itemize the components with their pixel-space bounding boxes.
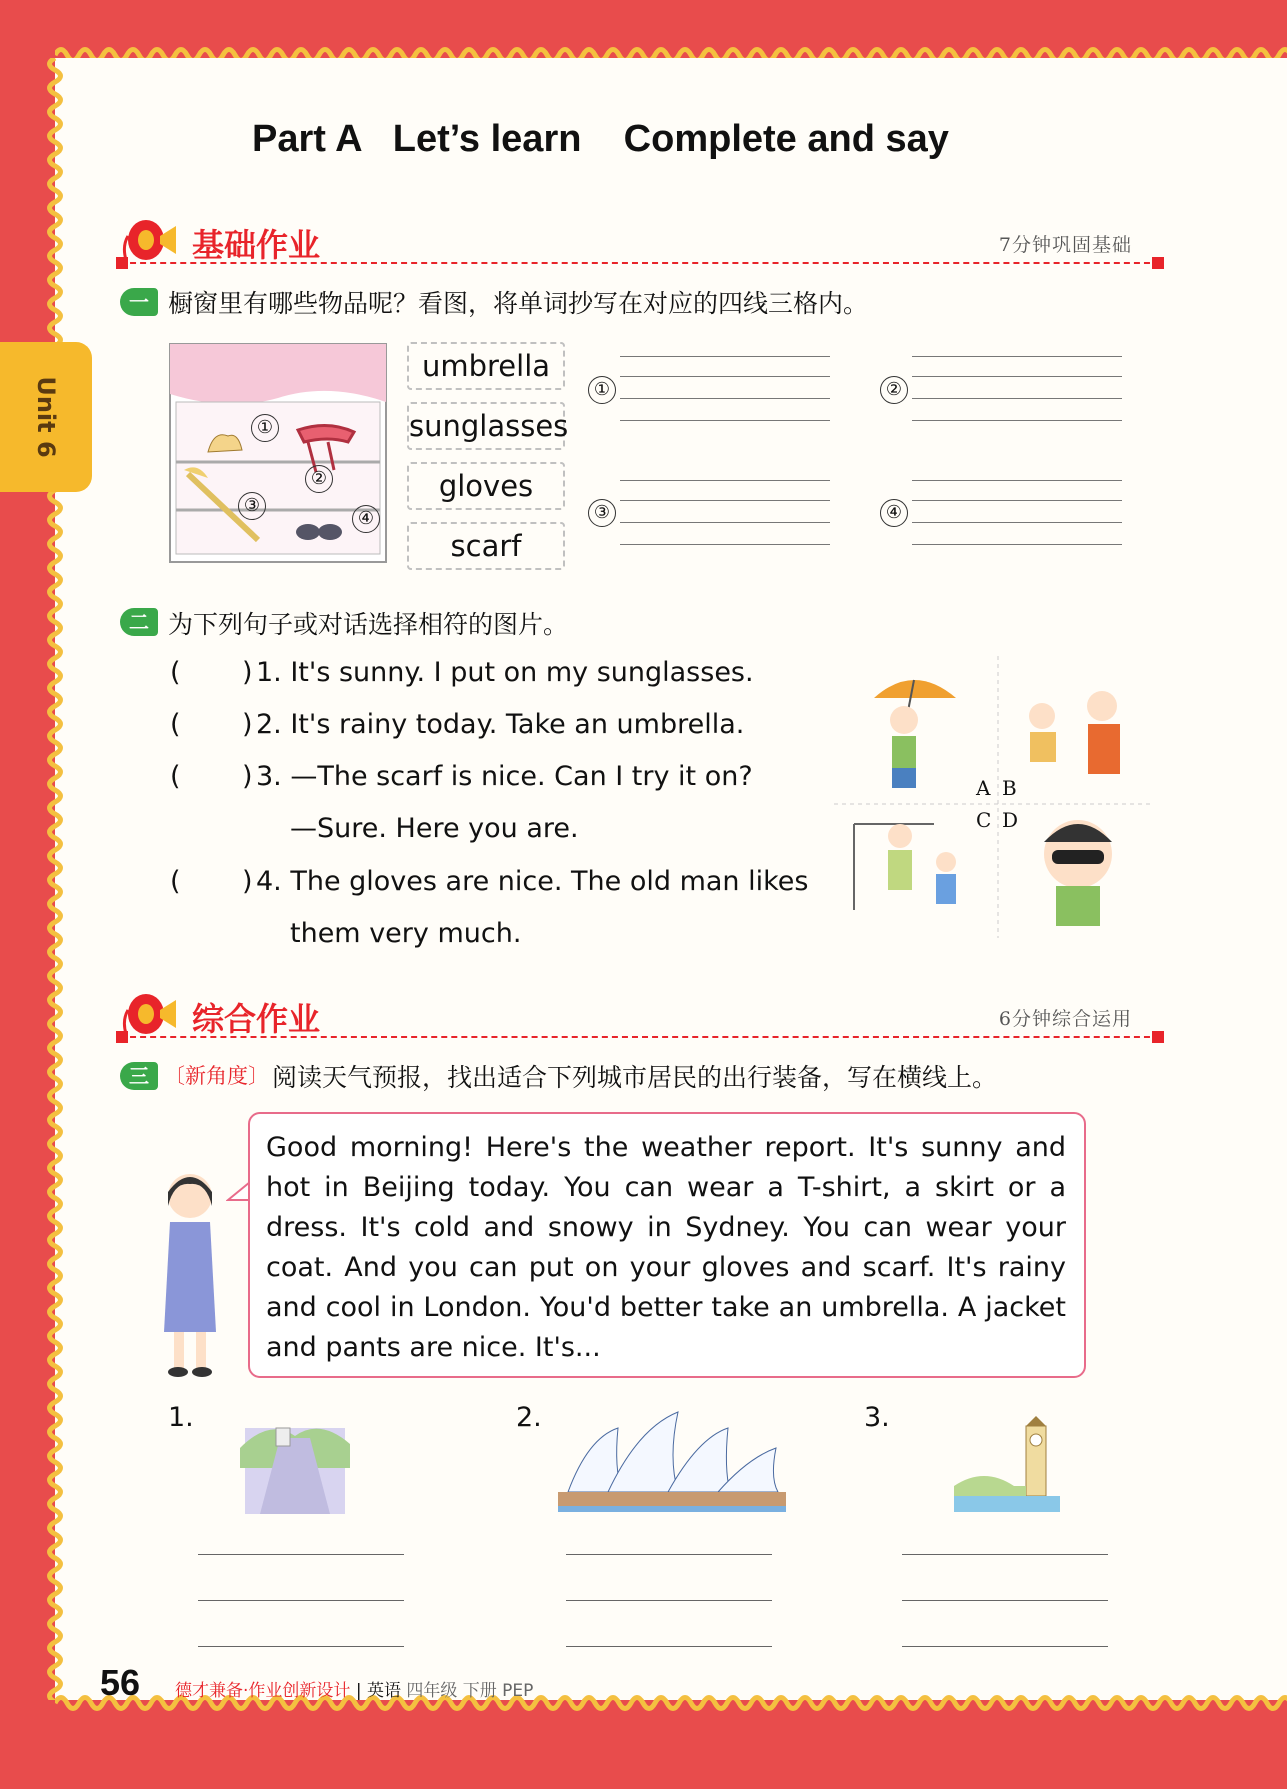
picture-label-c: C: [976, 808, 992, 832]
marker-2: ②: [305, 465, 333, 493]
divider-dot: [116, 257, 128, 269]
section-basic-note: 7分钟巩固基础: [998, 234, 1132, 256]
word-box-umbrella: umbrella: [407, 342, 565, 390]
city-label-2: 2.: [516, 1402, 542, 1433]
answer-paren-open: (: [170, 657, 181, 688]
four-line-writing-3[interactable]: [620, 480, 830, 546]
question-2-instruction: 为下列句子或对话选择相符的图片。: [168, 610, 569, 639]
footer-info: [175, 1676, 533, 1701]
footer-series: 德才兼备·作业创新设计: [175, 1681, 351, 1701]
answer-marker-4: ④: [880, 499, 908, 527]
section-comprehensive-label: 综合作业: [192, 1000, 321, 1038]
answer-line-sydney-2[interactable]: [566, 1600, 772, 1601]
word-box-gloves: gloves: [407, 462, 565, 510]
footer-grade: 四年级 下册 PEP: [406, 1681, 534, 1701]
beijing-great-wall-image: [240, 1408, 350, 1514]
section-comprehensive-note: 6分钟综合运用: [998, 1008, 1132, 1030]
marker-4: ④: [352, 505, 380, 533]
weather-report-text: Good morning! Here's the weather report. It's sunny and hot in Beijing today. You can wear a T-shirt, a skirt or a dress. It's cold and snowy in Sydney. You can wear your coat. And you can put on your gloves and scarf. It's rainy and cool in London. You'd better take an umbrella. A jacket and pants are nice. It's...: [266, 1132, 1066, 1363]
answer-marker-1: ①: [588, 376, 616, 404]
answer-paren-close: ): [242, 709, 253, 740]
four-line-writing-4[interactable]: [912, 480, 1122, 546]
footer-subject: 英语: [366, 1681, 401, 1701]
question-number-2: 二: [120, 608, 158, 636]
section-basic-label: 基础作业: [192, 226, 321, 264]
answer-line-beijing-2[interactable]: [198, 1600, 404, 1601]
unit-tab: [0, 342, 92, 492]
answer-line-london-1[interactable]: [902, 1554, 1108, 1555]
section-comprehensive-header: [120, 986, 1160, 1046]
divider-dot: [1152, 257, 1164, 269]
sentence-4: 4. The gloves are nice. The old man likes: [256, 866, 809, 897]
city-label-3: 3.: [864, 1402, 890, 1433]
question-1-instruction: 橱窗里有哪些物品呢？看图，将单词抄写在对应的四线三格内。: [168, 289, 869, 318]
answer-paren-close: ): [242, 657, 253, 688]
answer-line-beijing-3[interactable]: [198, 1646, 404, 1647]
weather-report-bubble: [248, 1112, 1086, 1378]
sentence-4-cont: them very much.: [290, 918, 522, 949]
question-number-3: 三: [120, 1062, 158, 1090]
section-divider: [120, 1036, 1160, 1038]
answer-line-sydney-3[interactable]: [566, 1646, 772, 1647]
section-divider: [120, 262, 1160, 264]
unit-tab-label: Unit 6: [32, 376, 60, 458]
answer-paren-close: ): [242, 866, 253, 897]
word-box-sunglasses: sunglasses: [407, 402, 565, 450]
answer-marker-3: ③: [588, 499, 616, 527]
picture-label-a: A: [976, 776, 991, 800]
sentence-3: 3. —The scarf is nice. Can I try it on?: [256, 761, 753, 792]
sentence-2: 2. It's rainy today. Take an umbrella.: [256, 709, 745, 740]
four-line-writing-1[interactable]: [620, 356, 830, 422]
section-basic-header: [120, 212, 1160, 272]
answer-line-beijing-1[interactable]: [198, 1554, 404, 1555]
answer-paren-open: (: [170, 866, 181, 897]
city-label-1: 1.: [168, 1402, 194, 1433]
marker-3: ③: [238, 492, 266, 520]
london-big-ben-image: [954, 1416, 1060, 1512]
page-number: 56: [100, 1662, 141, 1703]
answer-marker-2: ②: [880, 376, 908, 404]
page-title: Part A Let’s learn Complete and say: [252, 118, 949, 160]
footer-divider: |: [355, 1681, 362, 1701]
trumpet-mascot-icon: [120, 990, 180, 1042]
answer-line-london-3[interactable]: [902, 1646, 1108, 1647]
sydney-opera-house-image: [558, 1408, 786, 1512]
shop-window-illustration: [168, 342, 388, 564]
word-box-scarf: scarf: [407, 522, 565, 570]
marker-1: ①: [251, 414, 279, 442]
weather-reporter-illustration: [150, 1162, 230, 1380]
sentence-3-reply: —Sure. Here you are.: [290, 813, 579, 844]
divider-dot: [1152, 1031, 1164, 1043]
picture-grid-abcd: [834, 656, 1154, 938]
question-number-1: 一: [120, 288, 158, 316]
sentence-1: 1. It's sunny. I put on my sunglasses.: [256, 657, 754, 688]
picture-label-d: D: [1002, 808, 1019, 832]
answer-paren-open: (: [170, 709, 181, 740]
answer-line-sydney-1[interactable]: [566, 1554, 772, 1555]
answer-line-london-2[interactable]: [902, 1600, 1108, 1601]
page-border-left: [44, 58, 66, 1700]
question-3-instruction: 阅读天气预报，找出适合下列城市居民的出行装备，写在横线上。: [272, 1063, 998, 1092]
divider-dot: [116, 1031, 128, 1043]
trumpet-mascot-icon: [120, 216, 180, 268]
answer-paren-close: ): [242, 761, 253, 792]
question-3-tag: 〔新角度〕: [164, 1064, 269, 1088]
four-line-writing-2[interactable]: [912, 356, 1122, 422]
answer-paren-open: (: [170, 761, 181, 792]
picture-label-b: B: [1002, 776, 1017, 800]
